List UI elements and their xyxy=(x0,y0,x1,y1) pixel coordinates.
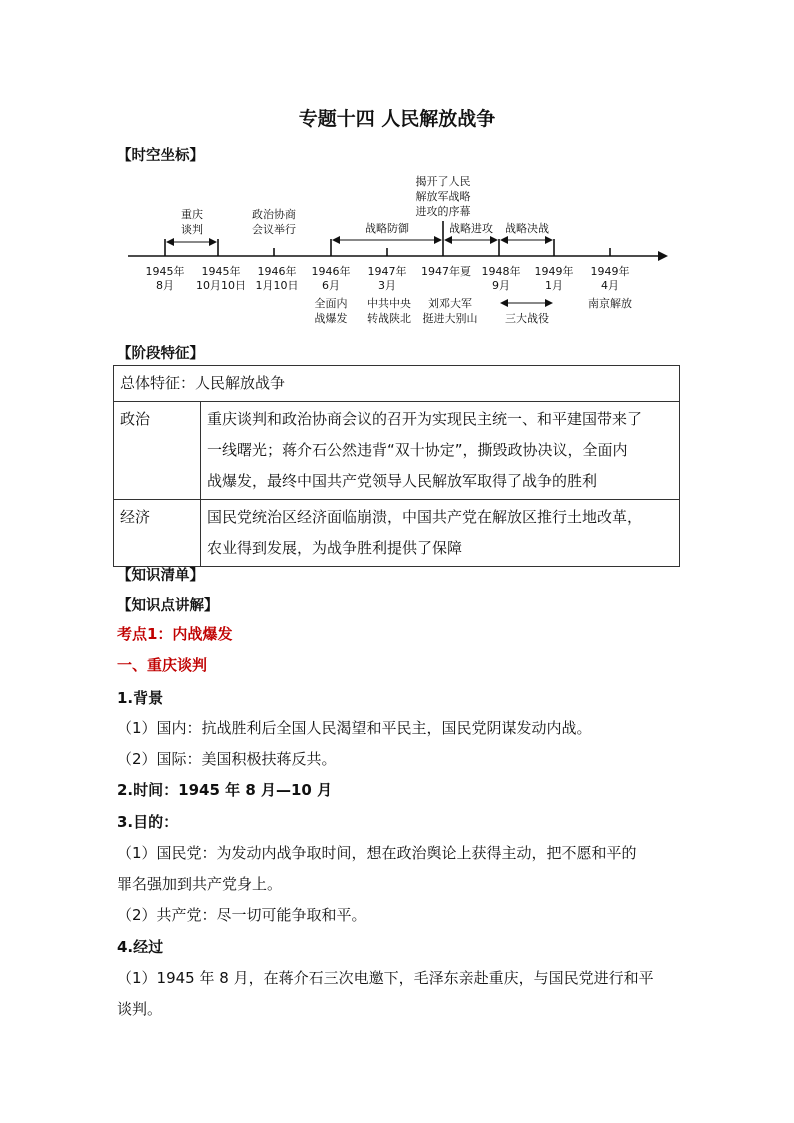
label-fangyu: 战略防御 xyxy=(365,222,409,235)
overall-cell: 总体特征：人民解放战争 xyxy=(114,366,680,402)
kaodian-heading: 考点1：内战爆发 xyxy=(117,625,233,643)
table-row xyxy=(114,402,680,500)
label-zhengxie-2: 会议举行 xyxy=(252,223,296,236)
label-jingong: 战略进攻 xyxy=(449,222,493,235)
tick-label: 6月 xyxy=(322,279,340,292)
heading-purpose: 3.目的： xyxy=(117,813,179,831)
label-nanjing: 南京解放 xyxy=(588,297,632,310)
tick-label: 1月10日 xyxy=(255,279,299,292)
tick-label: 1947年夏 xyxy=(421,265,471,278)
table-line: 农业得到发展，为战争胜利提供了保障 xyxy=(207,539,463,557)
tick-label: 1949年 xyxy=(590,265,630,278)
paragraph: （1）国内：抗战胜利后全国人民渴望和平民主，国民党阴谋发动内战。 xyxy=(117,719,592,737)
timeline-axis-arrow xyxy=(658,251,668,261)
tick-label: 10月10日 xyxy=(196,279,246,292)
table-line: 国民党统治区经济面临崩溃，中国共产党在解放区推行土地改革， xyxy=(207,508,643,526)
tick-label: 1945年 xyxy=(201,265,241,278)
label-sanda: 三大战役 xyxy=(505,312,549,325)
table-row xyxy=(114,500,680,567)
table-row xyxy=(114,366,680,402)
table-line: 重庆谈判和政治协商会议的召开为实现民主统一、和平建国带来了 xyxy=(207,410,643,428)
paragraph: （2）共产党：尽一切可能争取和平。 xyxy=(117,906,367,924)
tick-label: 8月 xyxy=(156,279,174,292)
paragraph: （2）国际：美国积极扶蒋反共。 xyxy=(117,750,337,768)
section-features-heading: 【阶段特征】 xyxy=(117,346,204,362)
timeline-diagram xyxy=(120,166,680,336)
row-body-politics xyxy=(201,402,680,500)
heading-process: 4.经过 xyxy=(117,938,164,956)
tick-label: 4月 xyxy=(601,279,619,292)
label-neizhan-1: 全面内 xyxy=(314,297,348,310)
page-title: 专题十四 人民解放战争 xyxy=(298,108,496,130)
heading-background: 1.背景 xyxy=(117,689,164,707)
label-juezhan: 战略决战 xyxy=(505,222,549,235)
tick-label: 9月 xyxy=(492,279,510,292)
paragraph: 谈判。 xyxy=(117,1000,163,1018)
label-liudeng-2: 挺进大别山 xyxy=(422,312,478,325)
subheading-chongqing: 一、重庆谈判 xyxy=(117,656,208,674)
paragraph: （1）国民党：为发动内战争取时间，想在政治舆论上获得主动，把不愿和平的 xyxy=(117,844,637,862)
label-jiekai-2: 解放军战略 xyxy=(415,190,471,203)
label-jiekai-3: 进攻的序幕 xyxy=(415,205,471,218)
label-chongqing-1: 重庆 xyxy=(181,208,203,221)
row-body-economy xyxy=(201,500,680,567)
tick-label: 1946年 xyxy=(311,265,351,278)
tick-label: 3月 xyxy=(378,279,396,292)
label-zhengxie-1: 政治协商 xyxy=(252,208,296,221)
label-chongqing-2: 谈判 xyxy=(181,223,203,236)
tick-label: 1946年 xyxy=(257,265,297,278)
row-head-politics: 政治 xyxy=(114,402,201,500)
tick-label: 1945年 xyxy=(145,265,185,278)
tick-label: 1947年 xyxy=(367,265,407,278)
features-table xyxy=(113,365,680,567)
label-zhonggong-1: 中共中央 xyxy=(367,297,411,310)
tick-label: 1月 xyxy=(545,279,563,292)
table-line: 战爆发，最终中国共产党领导人民解放军取得了战争的胜利 xyxy=(207,472,598,490)
row-head-economy: 经济 xyxy=(114,500,201,567)
tick-label: 1949年 xyxy=(534,265,574,278)
tick-label: 1948年 xyxy=(481,265,521,278)
label-jiekai-1: 揭开了人民 xyxy=(415,175,471,188)
label-zhonggong-2: 转战陕北 xyxy=(367,312,411,325)
section-timeline-heading: 【时空坐标】 xyxy=(117,148,204,164)
paragraph: 罪名强加到共产党身上。 xyxy=(117,875,283,893)
table-line: 一线曙光；蒋介石公然违背“双十协定”，撕毁政协决议，全面内 xyxy=(207,441,628,459)
heading-time: 2.时间：1945 年 8 月—10 月 xyxy=(117,781,333,799)
section-knowledge-heading: 【知识清单】 xyxy=(117,568,204,584)
label-liudeng-1: 刘邓大军 xyxy=(428,297,472,310)
section-explain-heading: 【知识点讲解】 xyxy=(117,598,219,614)
paragraph: （1）1945 年 8 月，在蒋介石三次电邀下，毛泽东亲赴重庆，与国民党进行和平 xyxy=(117,969,654,987)
label-neizhan-2: 战爆发 xyxy=(314,312,348,325)
